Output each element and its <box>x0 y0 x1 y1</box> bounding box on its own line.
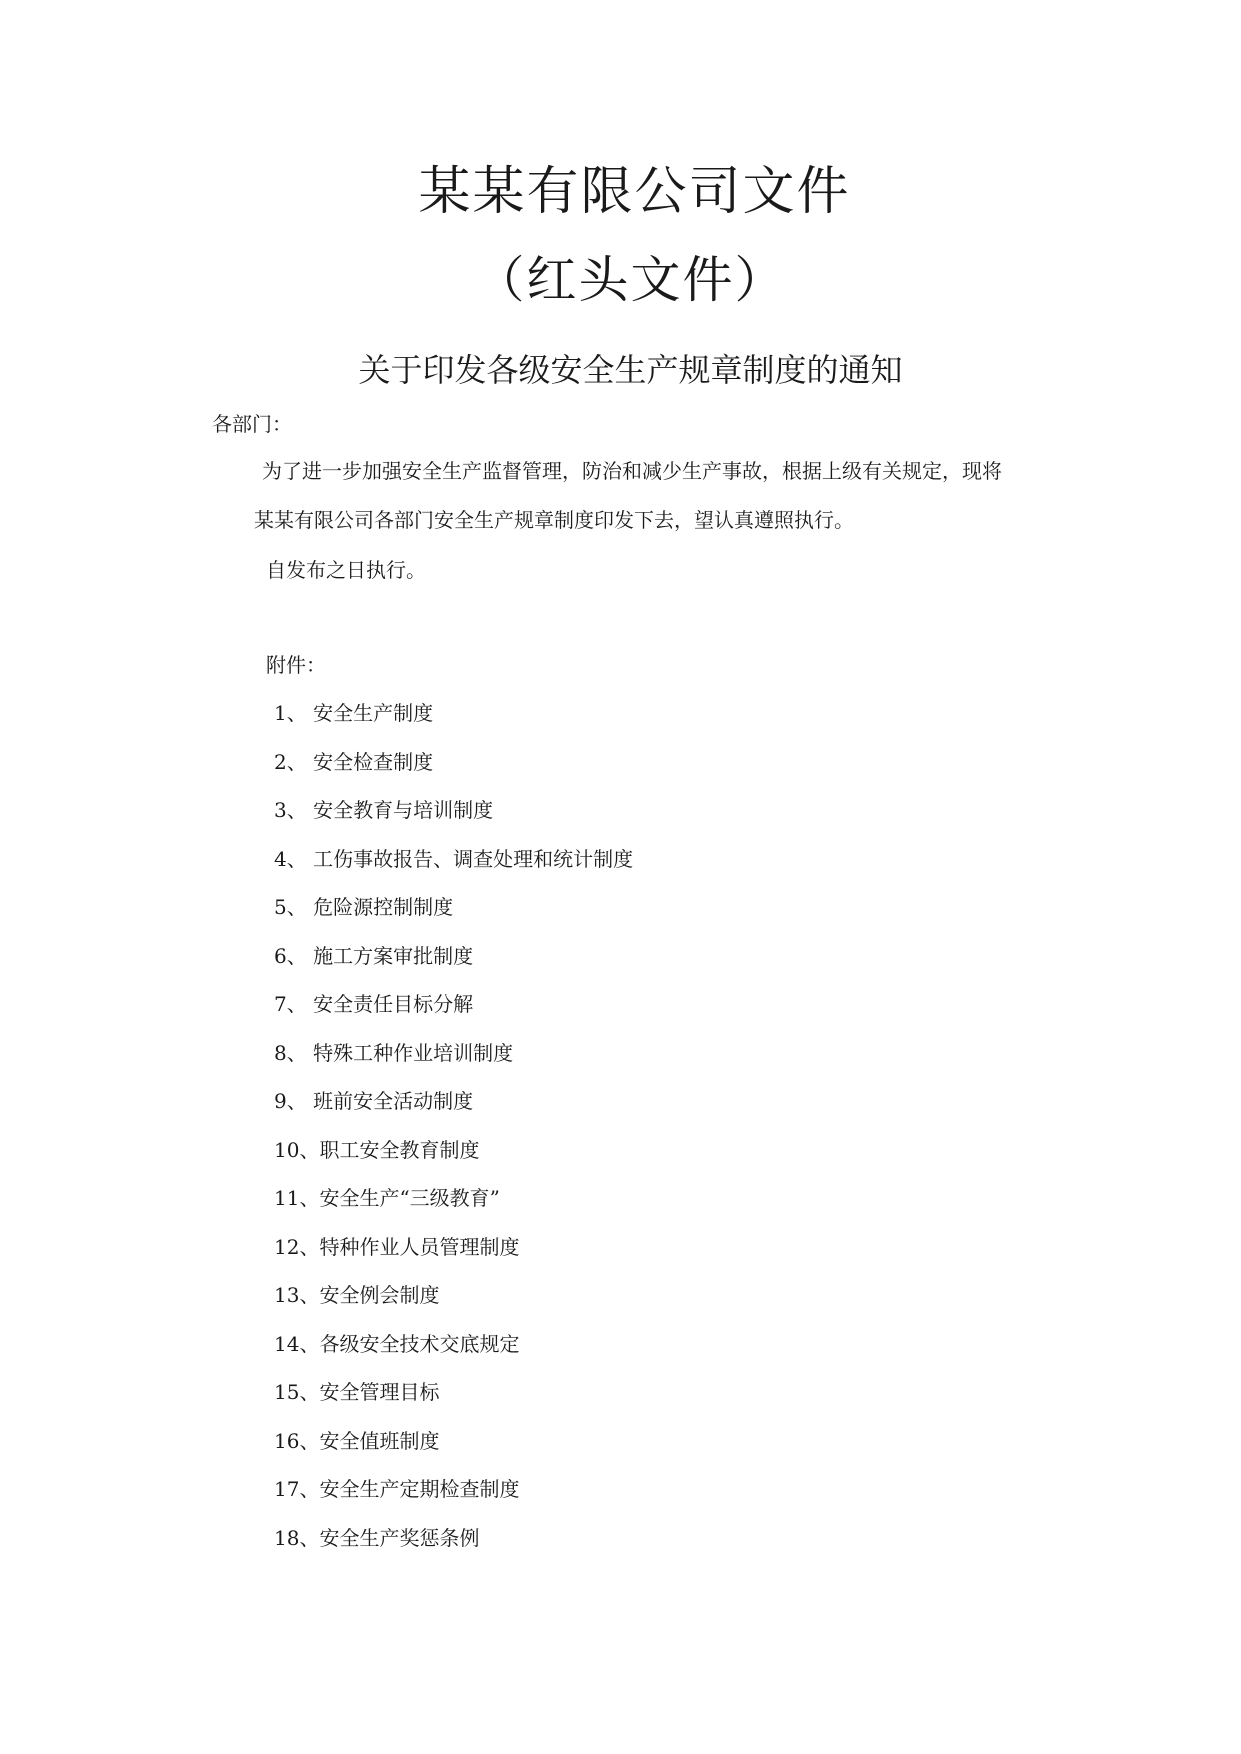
attachment-item: 17、安全生产定期检查制度 <box>274 1477 520 1501</box>
attachments-list <box>274 699 633 1572</box>
body-paragraph-line-1: 为了进一步加强安全生产监督管理，防治和减少生产事故，根据上级有关规定，现将 <box>262 459 1002 483</box>
attachment-item: 7、 安全责任目标分解 <box>274 992 474 1016</box>
attachment-item: 12、特种作业人员管理制度 <box>274 1234 520 1259</box>
addressee: 各部门： <box>212 412 292 436</box>
attachment-item: 6、 施工方案审批制度 <box>274 943 474 968</box>
document-subtitle: （红头文件） <box>474 251 787 309</box>
document-title: 某某有限公司文件 <box>418 162 851 222</box>
attachment-item: 14、各级安全技术交底规定 <box>274 1331 520 1356</box>
attachment-item: 9、 班前安全活动制度 <box>274 1089 474 1113</box>
attachment-item: 5、 危险源控制制度 <box>274 895 454 919</box>
attachment-item: 2、 安全检查制度 <box>274 749 434 774</box>
attachments-label: 附件： <box>266 653 326 677</box>
attachment-item: 3、 安全教育与培训制度 <box>274 798 494 822</box>
effective-date-paragraph: 自发布之日执行。 <box>266 558 426 582</box>
attachment-item: 8、 特殊工种作业培训制度 <box>274 1040 514 1065</box>
attachment-item: 10、职工安全教育制度 <box>274 1137 480 1162</box>
attachment-item: 4、 工伤事故报告、调查处理和统计制度 <box>274 846 634 871</box>
attachment-item: 18、安全生产奖惩条例 <box>274 1525 480 1550</box>
attachment-item: 11、安全生产“三级教育” <box>274 1186 500 1210</box>
attachment-item: 13、安全例会制度 <box>274 1283 440 1307</box>
body-paragraph-line-2: 某某有限公司各部门安全生产规章制度印发下去，望认真遵照执行。 <box>254 508 854 532</box>
notice-title: 关于印发各级安全生产规章制度的通知 <box>358 351 903 389</box>
attachment-item: 16、安全值班制度 <box>274 1428 440 1453</box>
attachment-item: 1、 安全生产制度 <box>274 701 434 725</box>
attachment-item: 15、安全管理目标 <box>274 1380 440 1404</box>
